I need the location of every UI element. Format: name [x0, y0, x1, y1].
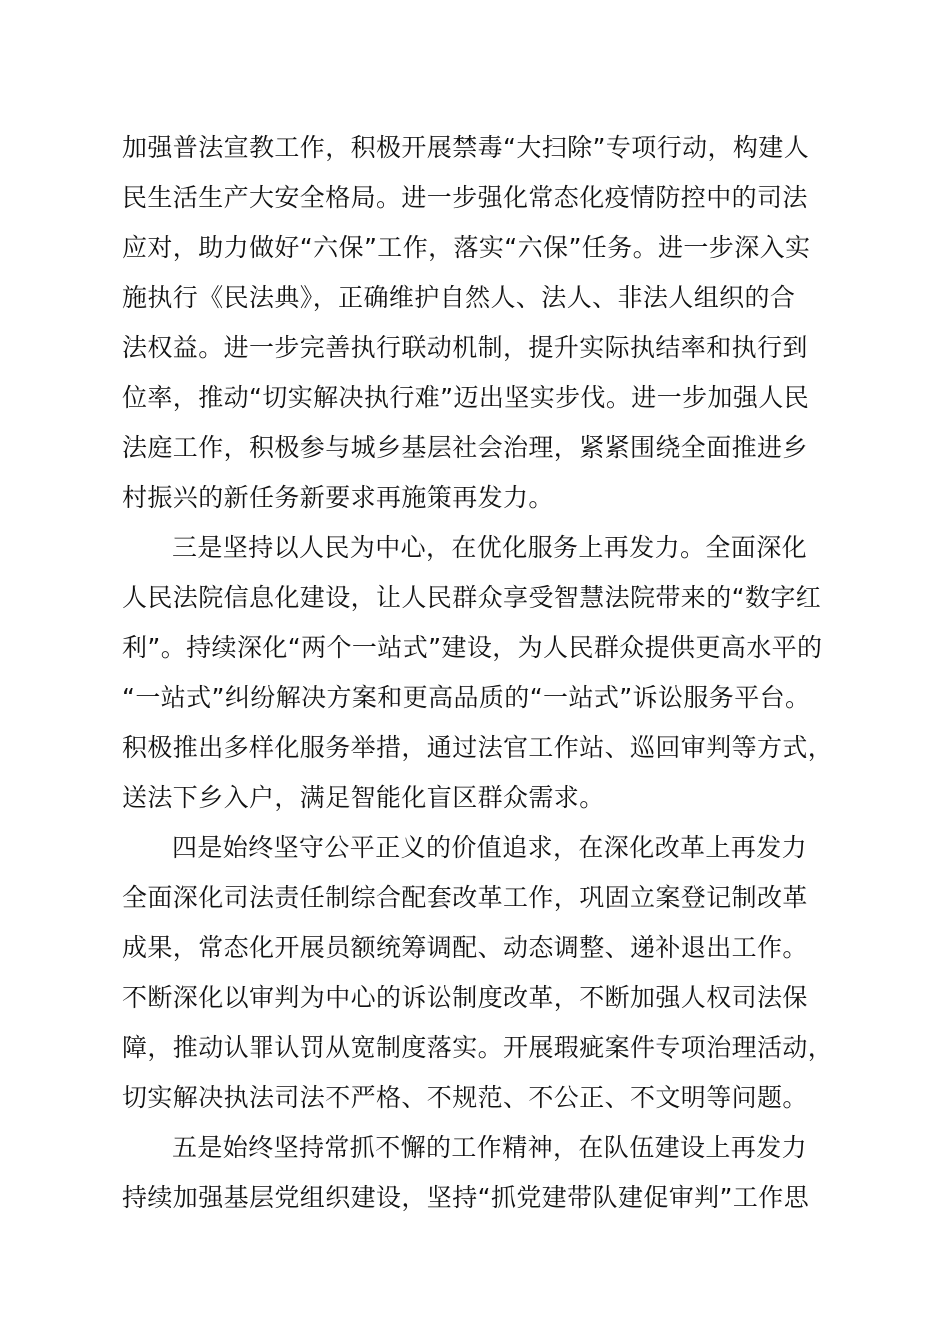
paragraph-start-line: 五是始终坚持常抓不懈的工作精神，在队伍建设上再发力: [172, 1133, 808, 1162]
text-line: 法庭工作，积极参与城乡基层社会治理，紧紧围绕全面推进乡: [122, 433, 808, 462]
text-line: 利”。持续深化“两个一站式”建设，为人民群众提供更高水平的: [122, 633, 823, 662]
text-line: 加强普法宣教工作，积极开展禁毒“大扫除”专项行动，构建人: [122, 133, 810, 162]
text-line: 成果，常态化开展员额统筹调配、动态调整、递补退出工作。: [122, 933, 808, 962]
text-line: 人民法院信息化建设，让人民群众享受智慧法院带来的“数字红: [122, 583, 822, 612]
text-line: 全面深化司法责任制综合配套改革工作，巩固立案登记制改革: [122, 883, 808, 912]
text-line: “一站式”纠纷解决方案和更高品质的“一站式”诉讼服务平台。: [122, 683, 811, 712]
text-line: 施执行《民法典》，正确维护自然人、法人、非法人组织的合: [122, 283, 796, 312]
text-line: 应对，助力做好“六保”工作，落实“六保”任务。进一步深入实: [122, 233, 811, 262]
text-line: 积极推出多样化服务举措，通过法官工作站、巡回审判等方式，: [122, 733, 834, 762]
text-line: 村振兴的新任务新要求再施策再发力。: [122, 483, 554, 512]
text-line: 切实解决执法司法不严格、不规范、不公正、不文明等问题。: [122, 1083, 808, 1112]
paragraph-start-line: 四是始终坚守公平正义的价值追求，在深化改革上再发力: [172, 833, 808, 862]
text-line: 持续加强基层党组织建设，坚持“抓党建带队建促审判”工作思: [122, 1183, 810, 1212]
text-line: 民生活生产大安全格局。进一步强化常态化疫情防控中的司法: [122, 183, 808, 212]
text-line: 障，推动认罪认罚从宽制度落实。开展瑕疵案件专项治理活动，: [122, 1033, 834, 1062]
text-line: 不断深化以审判为中心的诉讼制度改革，不断加强人权司法保: [122, 983, 808, 1012]
text-line: 位率，推动“切实解决执行难”迈出坚实步伐。进一步加强人民: [122, 383, 810, 412]
paragraph-start-line: 三是坚持以人民为中心，在优化服务上再发力。全面深化: [172, 533, 808, 562]
text-line: 法权益。进一步完善执行联动机制，提升实际执结率和执行到: [122, 333, 808, 362]
text-line: 送法下乡入户，满足智能化盲区群众需求。: [122, 783, 605, 812]
